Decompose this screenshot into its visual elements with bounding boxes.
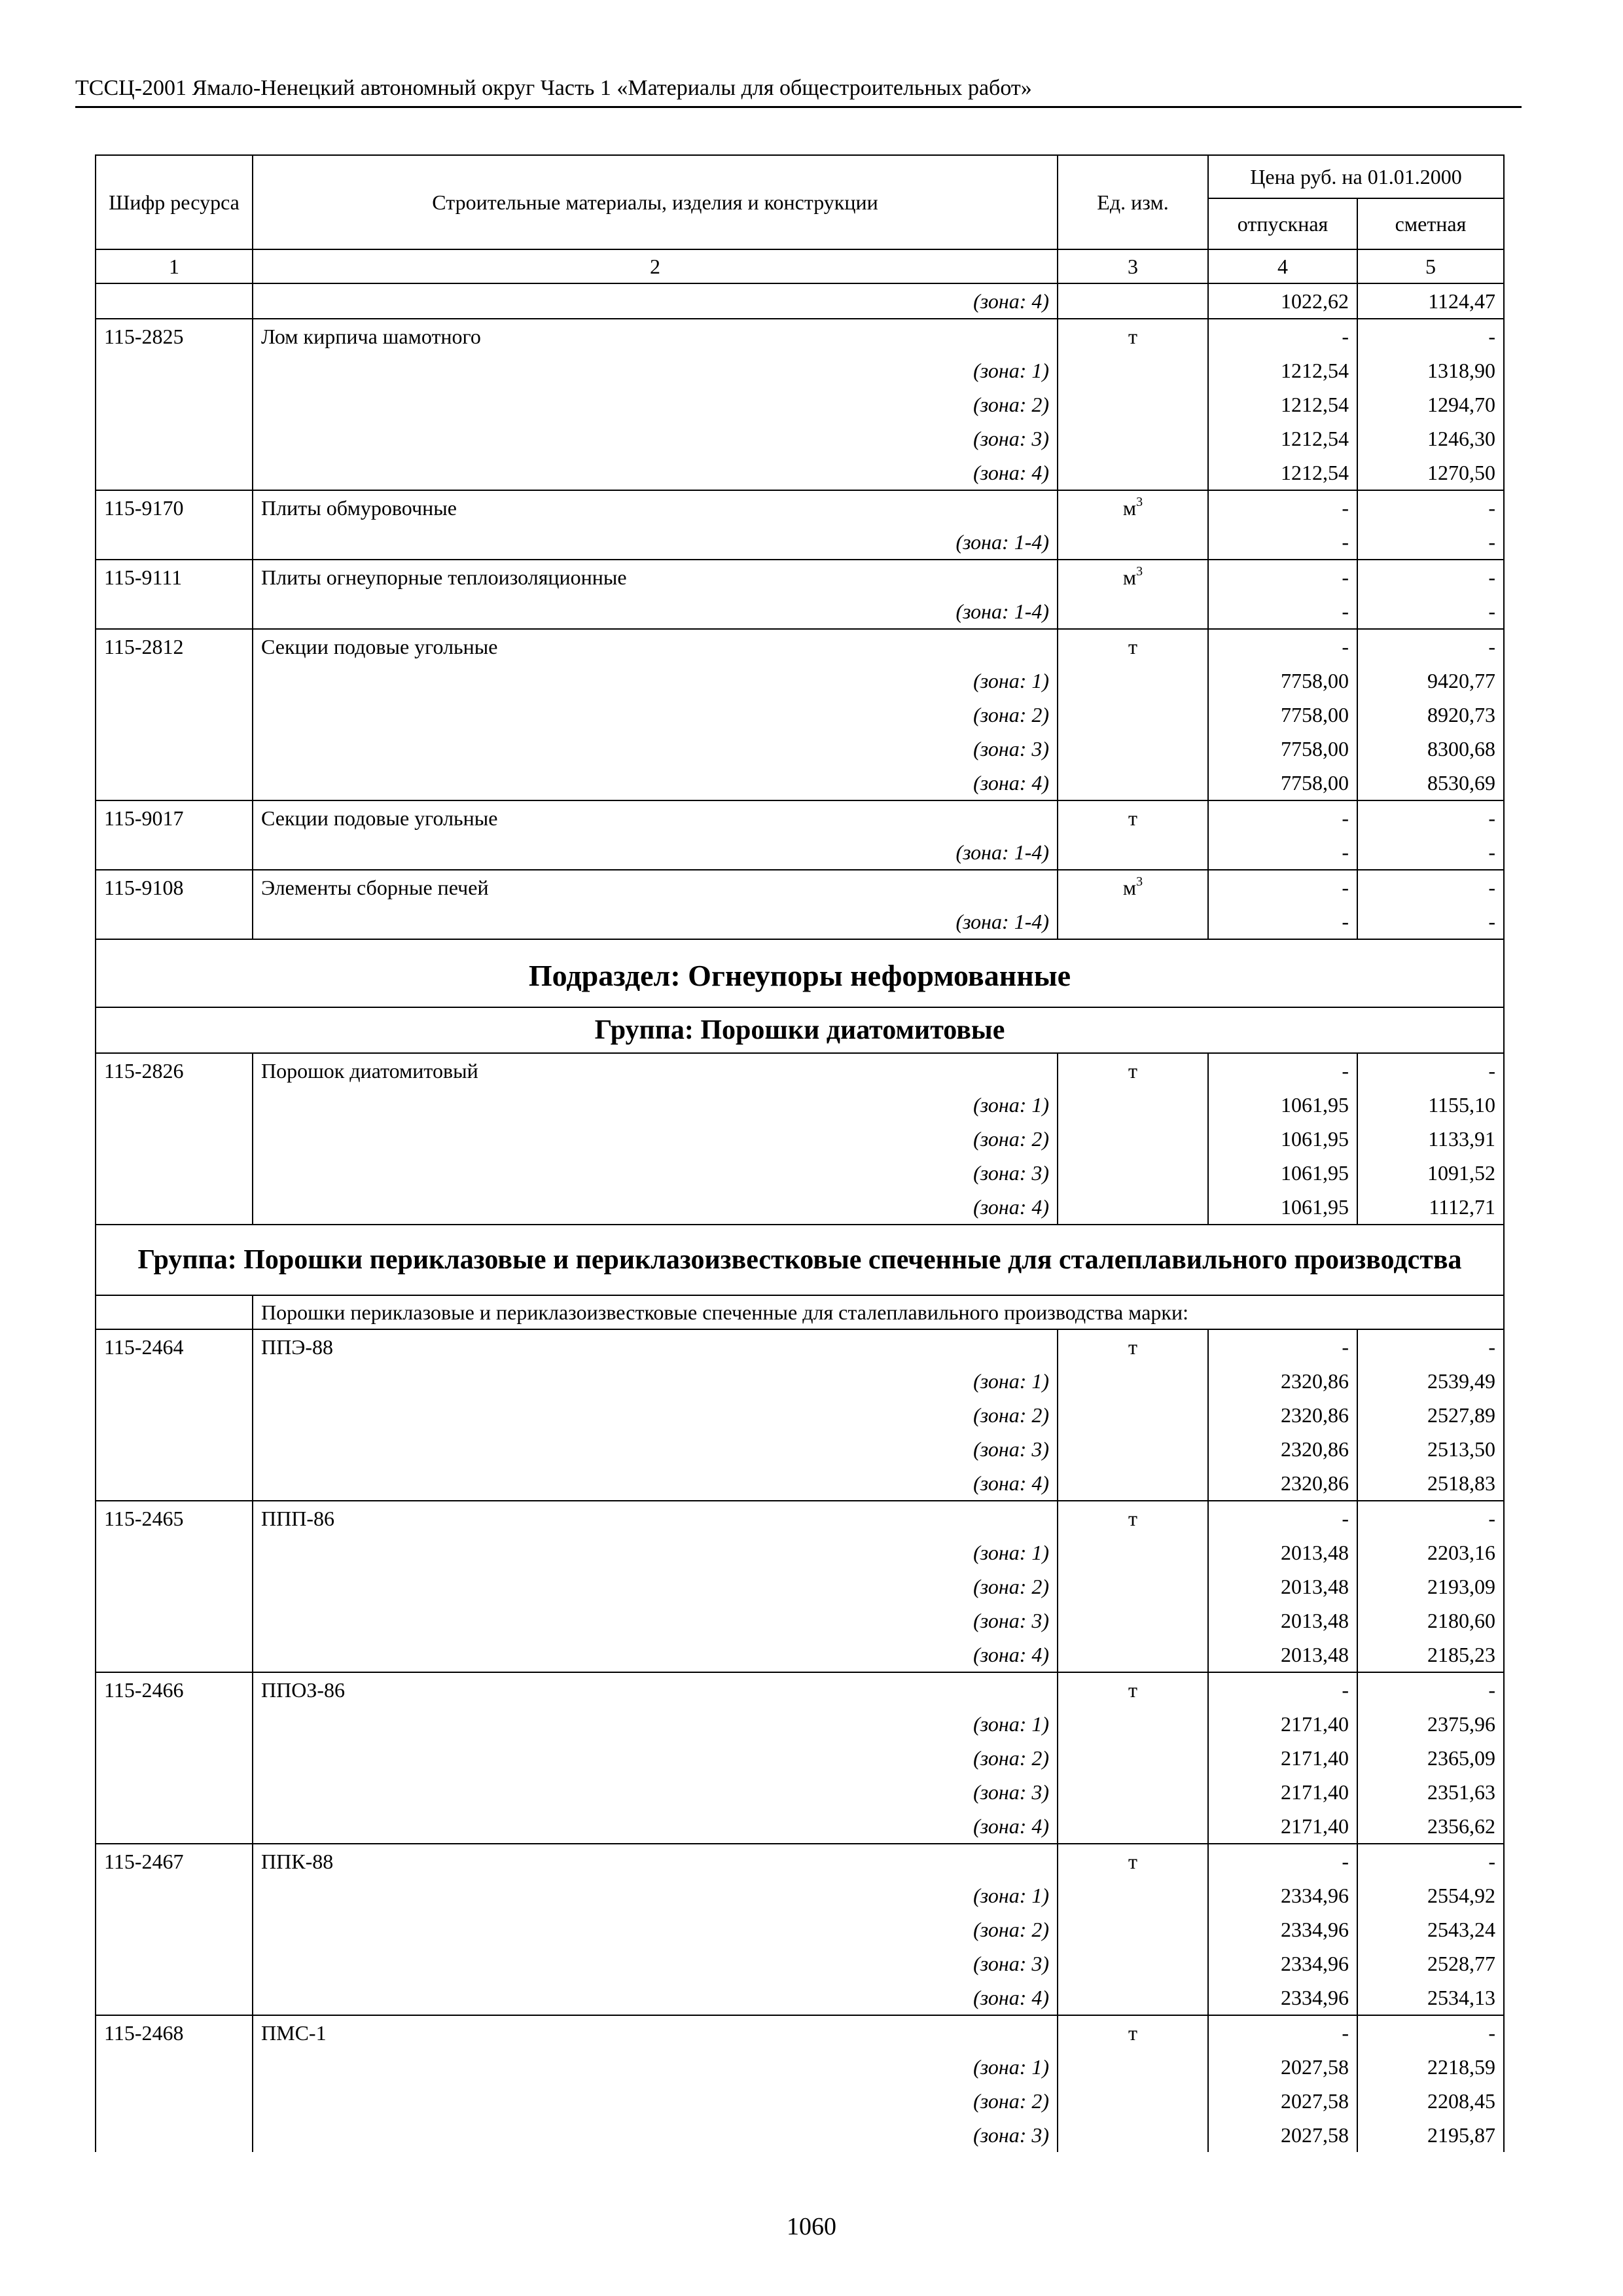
zone-label: (зона: 3) bbox=[253, 1604, 1058, 1638]
zone-label: (зона: 4) bbox=[253, 283, 1058, 319]
price-estimate: 1318,90 bbox=[1357, 353, 1504, 387]
unit: $м^3$ bbox=[1058, 560, 1208, 594]
zone-label: (зона: 1-4) bbox=[253, 835, 1058, 870]
resource-name: ПМС-1 bbox=[253, 2015, 1058, 2050]
price-estimate: - bbox=[1357, 319, 1504, 353]
price-release: 1061,95 bbox=[1208, 1088, 1357, 1122]
resource-code: 115-9170 bbox=[96, 490, 253, 525]
price-release: - bbox=[1208, 1329, 1357, 1364]
price-estimate: 2534,13 bbox=[1357, 1981, 1504, 2015]
group-row bbox=[96, 1225, 1504, 1295]
price-estimate: 1133,91 bbox=[1357, 1122, 1504, 1156]
zone-label: (зона: 4) bbox=[253, 456, 1058, 490]
page-number: 1060 bbox=[787, 2213, 836, 2240]
price-estimate: 1246,30 bbox=[1357, 422, 1504, 456]
zone-label: (зона: 1) bbox=[253, 1088, 1058, 1122]
table-row bbox=[96, 1364, 1504, 1398]
price-release: 1212,54 bbox=[1208, 353, 1357, 387]
price-release: 2320,86 bbox=[1208, 1432, 1357, 1466]
price-estimate: 2513,50 bbox=[1357, 1432, 1504, 1466]
col-number-5: 5 bbox=[1357, 249, 1504, 283]
price-release: 2171,40 bbox=[1208, 1741, 1357, 1775]
table-row bbox=[96, 1501, 1504, 1535]
table-row bbox=[96, 1878, 1504, 1912]
resource-code: 115-9111 bbox=[96, 560, 253, 594]
zone-label: (зона: 3) bbox=[253, 1946, 1058, 1981]
price-release: - bbox=[1208, 525, 1357, 560]
table-row bbox=[96, 1604, 1504, 1638]
resource-name: Порошок диатомитовый bbox=[253, 1053, 1058, 1088]
resource-code: 115-2466 bbox=[96, 1672, 253, 1707]
table-row bbox=[96, 422, 1504, 456]
price-estimate: - bbox=[1357, 1844, 1504, 1878]
resource-name: Секции подовые угольные bbox=[253, 800, 1058, 835]
zone-label: (зона: 4) bbox=[253, 766, 1058, 800]
unit: $м^3$ bbox=[1058, 870, 1208, 905]
zone-label: (зона: 4) bbox=[253, 1638, 1058, 1672]
table-row bbox=[96, 2015, 1504, 2050]
table-row bbox=[96, 1981, 1504, 2015]
price-estimate: 8920,73 bbox=[1357, 698, 1504, 732]
zone-label: (зона: 1) bbox=[253, 1535, 1058, 1570]
zone-label: (зона: 2) bbox=[253, 2084, 1058, 2118]
price-table bbox=[95, 154, 1505, 2152]
price-estimate: 2218,59 bbox=[1357, 2050, 1504, 2084]
zone-label: (зона: 3) bbox=[253, 2118, 1058, 2152]
resource-code: 115-9017 bbox=[96, 800, 253, 835]
price-estimate: 1270,50 bbox=[1357, 456, 1504, 490]
table-row bbox=[96, 560, 1504, 594]
table-row bbox=[96, 1156, 1504, 1190]
price-estimate: 2539,49 bbox=[1357, 1364, 1504, 1398]
price-release: 2027,58 bbox=[1208, 2050, 1357, 2084]
table-row bbox=[96, 283, 1504, 319]
subsection-row bbox=[96, 939, 1504, 1007]
group-note: Порошки периклазовые и периклазоизвестковые спеченные для сталеплавильного производства марки: bbox=[253, 1295, 1504, 1329]
table-row bbox=[96, 870, 1504, 905]
price-release: 2013,48 bbox=[1208, 1570, 1357, 1604]
price-estimate: - bbox=[1357, 870, 1504, 905]
resource-name: ППЭ-88 bbox=[253, 1329, 1058, 1364]
table-row bbox=[96, 319, 1504, 353]
price-estimate: - bbox=[1357, 594, 1504, 629]
resource-code: 115-2825 bbox=[96, 319, 253, 353]
table-row bbox=[96, 766, 1504, 800]
col-header-price: Цена руб. на 01.01.2000 bbox=[1208, 155, 1504, 198]
table-row bbox=[96, 629, 1504, 664]
resource-name: Секции подовые угольные bbox=[253, 629, 1058, 664]
col-header-estimate: сметная bbox=[1357, 198, 1504, 249]
price-estimate: 1294,70 bbox=[1357, 387, 1504, 422]
col-header-name: Строительные материалы, изделия и конструкции bbox=[253, 155, 1058, 249]
resource-code: 115-9108 bbox=[96, 870, 253, 905]
table-row bbox=[96, 835, 1504, 870]
table-row bbox=[96, 800, 1504, 835]
price-estimate: 2375,96 bbox=[1357, 1707, 1504, 1741]
resource-code: 115-2826 bbox=[96, 1053, 253, 1088]
price-estimate: 8300,68 bbox=[1357, 732, 1504, 766]
price-release: 1212,54 bbox=[1208, 422, 1357, 456]
table-row bbox=[96, 353, 1504, 387]
group-title: Группа: Порошки диатомитовые bbox=[96, 1007, 1504, 1053]
table-row bbox=[96, 387, 1504, 422]
price-release: - bbox=[1208, 594, 1357, 629]
price-estimate: - bbox=[1357, 905, 1504, 939]
col-header-code: Шифр ресурса bbox=[96, 155, 253, 249]
price-release: 7758,00 bbox=[1208, 664, 1357, 698]
page-header: ТССЦ-2001 Ямало-Ненецкий автономный округ Часть 1 «Материалы для общестроительных работ» bbox=[75, 73, 1522, 108]
col-number-1: 1 bbox=[96, 249, 253, 283]
table-row bbox=[96, 1535, 1504, 1570]
zone-label: (зона: 1) bbox=[253, 2050, 1058, 2084]
table-row bbox=[96, 525, 1504, 560]
zone-label: (зона: 2) bbox=[253, 1570, 1058, 1604]
table-row bbox=[96, 1809, 1504, 1844]
table-row bbox=[96, 1638, 1504, 1672]
zone-label: (зона: 2) bbox=[253, 1912, 1058, 1946]
resource-name: ППК-88 bbox=[253, 1844, 1058, 1878]
zone-label: (зона: 2) bbox=[253, 698, 1058, 732]
zone-label: (зона: 3) bbox=[253, 422, 1058, 456]
resource-code: 115-2467 bbox=[96, 1844, 253, 1878]
resource-code: 115-2468 bbox=[96, 2015, 253, 2050]
price-release: 7758,00 bbox=[1208, 732, 1357, 766]
price-release: - bbox=[1208, 835, 1357, 870]
resource-name: Элементы сборные печей bbox=[253, 870, 1058, 905]
resource-name: ППП-86 bbox=[253, 1501, 1058, 1535]
price-release: 7758,00 bbox=[1208, 698, 1357, 732]
price-estimate: 2365,09 bbox=[1357, 1741, 1504, 1775]
price-release: 2334,96 bbox=[1208, 1912, 1357, 1946]
price-release: 1022,62 bbox=[1208, 283, 1357, 319]
unit: т bbox=[1058, 1501, 1208, 1535]
resource-name: ППОЗ-86 bbox=[253, 1672, 1058, 1707]
table-row bbox=[96, 1946, 1504, 1981]
zone-label: (зона: 3) bbox=[253, 1432, 1058, 1466]
price-release: 1061,95 bbox=[1208, 1156, 1357, 1190]
table-row bbox=[96, 1122, 1504, 1156]
table-row bbox=[96, 1190, 1504, 1225]
price-release: - bbox=[1208, 1672, 1357, 1707]
table-row bbox=[96, 2084, 1504, 2118]
table-row bbox=[96, 490, 1504, 525]
price-release: 1061,95 bbox=[1208, 1122, 1357, 1156]
price-estimate: 2528,77 bbox=[1357, 1946, 1504, 1981]
price-estimate: - bbox=[1357, 835, 1504, 870]
unit: т bbox=[1058, 319, 1208, 353]
table-row bbox=[96, 2118, 1504, 2152]
table-row bbox=[96, 1466, 1504, 1501]
price-release: - bbox=[1208, 870, 1357, 905]
price-estimate: 2554,92 bbox=[1357, 1878, 1504, 1912]
group-row bbox=[96, 1007, 1504, 1053]
table-row bbox=[96, 1912, 1504, 1946]
price-release: - bbox=[1208, 1844, 1357, 1878]
zone-label: (зона: 1) bbox=[253, 353, 1058, 387]
unit: $м^3$ bbox=[1058, 490, 1208, 525]
price-estimate: 2518,83 bbox=[1357, 1466, 1504, 1501]
table-row bbox=[96, 1844, 1504, 1878]
price-estimate: - bbox=[1357, 800, 1504, 835]
price-release: 2320,86 bbox=[1208, 1364, 1357, 1398]
price-release: 2027,58 bbox=[1208, 2084, 1357, 2118]
price-estimate: 2193,09 bbox=[1357, 1570, 1504, 1604]
zone-label: (зона: 2) bbox=[253, 1122, 1058, 1156]
price-release: 2027,58 bbox=[1208, 2118, 1357, 2152]
zone-label: (зона: 4) bbox=[253, 1981, 1058, 2015]
group-note-row bbox=[96, 1295, 1504, 1329]
price-estimate: 2203,16 bbox=[1357, 1535, 1504, 1570]
price-release: - bbox=[1208, 629, 1357, 664]
unit: т bbox=[1058, 1053, 1208, 1088]
table-row bbox=[96, 1088, 1504, 1122]
resource-name: Плиты обмуровочные bbox=[253, 490, 1058, 525]
zone-label: (зона: 3) bbox=[253, 1156, 1058, 1190]
zone-label: (зона: 1-4) bbox=[253, 594, 1058, 629]
resource-code: 115-2465 bbox=[96, 1501, 253, 1535]
price-release: 7758,00 bbox=[1208, 766, 1357, 800]
price-release: - bbox=[1208, 905, 1357, 939]
zone-label: (зона: 1) bbox=[253, 1707, 1058, 1741]
price-release: - bbox=[1208, 490, 1357, 525]
col-header-release: отпускная bbox=[1208, 198, 1357, 249]
price-release: 1061,95 bbox=[1208, 1190, 1357, 1225]
price-estimate: 2351,63 bbox=[1357, 1775, 1504, 1809]
zone-label: (зона: 4) bbox=[253, 1466, 1058, 1501]
col-number-3: 3 bbox=[1058, 249, 1208, 283]
price-release: 2013,48 bbox=[1208, 1604, 1357, 1638]
table-row bbox=[96, 1570, 1504, 1604]
price-release: 2334,96 bbox=[1208, 1946, 1357, 1981]
zone-label: (зона: 2) bbox=[253, 1398, 1058, 1432]
resource-code: 115-2812 bbox=[96, 629, 253, 664]
price-release: 2320,86 bbox=[1208, 1398, 1357, 1432]
price-release: 2171,40 bbox=[1208, 1809, 1357, 1844]
price-estimate: 1091,52 bbox=[1357, 1156, 1504, 1190]
price-estimate: - bbox=[1357, 525, 1504, 560]
resource-name: Плиты огнеупорные теплоизоляционные bbox=[253, 560, 1058, 594]
table-row bbox=[96, 1775, 1504, 1809]
resource-code: 115-2464 bbox=[96, 1329, 253, 1364]
price-release: 1212,54 bbox=[1208, 456, 1357, 490]
table-row bbox=[96, 1432, 1504, 1466]
col-number-2: 2 bbox=[253, 249, 1058, 283]
price-release: 1212,54 bbox=[1208, 387, 1357, 422]
price-estimate: - bbox=[1357, 2015, 1504, 2050]
unit: т bbox=[1058, 629, 1208, 664]
zone-label: (зона: 3) bbox=[253, 732, 1058, 766]
table-row bbox=[96, 456, 1504, 490]
zone-label: (зона: 1) bbox=[253, 664, 1058, 698]
price-estimate: 2180,60 bbox=[1357, 1604, 1504, 1638]
table-row bbox=[96, 1707, 1504, 1741]
table-row bbox=[96, 1329, 1504, 1364]
unit: т bbox=[1058, 800, 1208, 835]
price-estimate: - bbox=[1357, 629, 1504, 664]
price-estimate: 2185,23 bbox=[1357, 1638, 1504, 1672]
price-estimate: - bbox=[1357, 490, 1504, 525]
subsection-title: Подраздел: Огнеупоры неформованные bbox=[96, 939, 1504, 1007]
col-number-4: 4 bbox=[1208, 249, 1357, 283]
table-row bbox=[96, 1398, 1504, 1432]
price-release: - bbox=[1208, 1501, 1357, 1535]
zone-label: (зона: 1) bbox=[253, 1364, 1058, 1398]
price-release: 2013,48 bbox=[1208, 1535, 1357, 1570]
unit: т bbox=[1058, 1672, 1208, 1707]
zone-label: (зона: 1) bbox=[253, 1878, 1058, 1912]
table-row bbox=[96, 1741, 1504, 1775]
zone-label: (зона: 1-4) bbox=[253, 905, 1058, 939]
price-estimate: 9420,77 bbox=[1357, 664, 1504, 698]
table-row bbox=[96, 2050, 1504, 2084]
zone-label: (зона: 1-4) bbox=[253, 525, 1058, 560]
table-row bbox=[96, 732, 1504, 766]
price-release: - bbox=[1208, 800, 1357, 835]
unit: т bbox=[1058, 2015, 1208, 2050]
zone-label: (зона: 4) bbox=[253, 1190, 1058, 1225]
table-row bbox=[96, 664, 1504, 698]
price-estimate: - bbox=[1357, 1053, 1504, 1088]
col-header-unit: Ед. изм. bbox=[1058, 155, 1208, 249]
price-estimate: 1124,47 bbox=[1357, 283, 1504, 319]
price-estimate: 2543,24 bbox=[1357, 1912, 1504, 1946]
zone-label: (зона: 3) bbox=[253, 1775, 1058, 1809]
price-estimate: 2195,87 bbox=[1357, 2118, 1504, 2152]
table-row bbox=[96, 1053, 1504, 1088]
price-release: 2320,86 bbox=[1208, 1466, 1357, 1501]
price-release: - bbox=[1208, 319, 1357, 353]
price-release: 2334,96 bbox=[1208, 1878, 1357, 1912]
price-estimate: 1155,10 bbox=[1357, 1088, 1504, 1122]
price-release: - bbox=[1208, 1053, 1357, 1088]
price-release: 2013,48 bbox=[1208, 1638, 1357, 1672]
table-row bbox=[96, 594, 1504, 629]
price-release: 2334,96 bbox=[1208, 1981, 1357, 2015]
price-estimate: - bbox=[1357, 1329, 1504, 1364]
price-release: - bbox=[1208, 560, 1357, 594]
zone-label: (зона: 2) bbox=[253, 387, 1058, 422]
price-estimate: 2208,45 bbox=[1357, 2084, 1504, 2118]
price-estimate: - bbox=[1357, 1672, 1504, 1707]
zone-label: (зона: 4) bbox=[253, 1809, 1058, 1844]
price-release: 2171,40 bbox=[1208, 1707, 1357, 1741]
price-estimate: 2527,89 bbox=[1357, 1398, 1504, 1432]
unit: т bbox=[1058, 1329, 1208, 1364]
table-row bbox=[96, 905, 1504, 939]
table-row bbox=[96, 1672, 1504, 1707]
price-estimate: 2356,62 bbox=[1357, 1809, 1504, 1844]
price-release: 2171,40 bbox=[1208, 1775, 1357, 1809]
resource-name: Лом кирпича шамотного bbox=[253, 319, 1058, 353]
unit: т bbox=[1058, 1844, 1208, 1878]
price-estimate: 8530,69 bbox=[1357, 766, 1504, 800]
zone-label: (зона: 2) bbox=[253, 1741, 1058, 1775]
price-release: - bbox=[1208, 2015, 1357, 2050]
price-estimate: - bbox=[1357, 1501, 1504, 1535]
group-title: Группа: Порошки периклазовые и периклазоизвестковые спеченные для сталеплавильного производства bbox=[96, 1225, 1504, 1295]
table-row bbox=[96, 698, 1504, 732]
price-estimate: 1112,71 bbox=[1357, 1190, 1504, 1225]
price-estimate: - bbox=[1357, 560, 1504, 594]
